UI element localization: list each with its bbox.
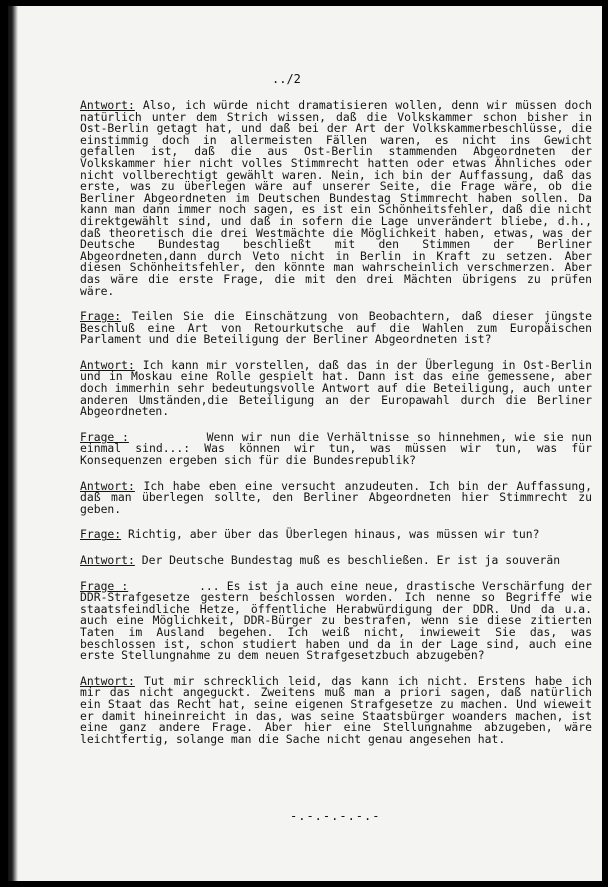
paragraph-question-2 [80,429,599,468]
paragraph-text: Ich kann mir vorstellen, daß das in der Überlegung in Ost-Berlin und in Moskau eine Rolle gespielt hat. Dann ist das eine gemessene, aber doch immerhin sehr bedeutungsvolle Antwort auf die Beteiligung, auch unter anderen Umständen,die Beteiligung an der Europawahl durch die Berliner Abgeordneten. [80,357,592,419]
speaker-label: Antwort: [80,673,135,688]
speaker-label: Antwort: [80,553,135,567]
paragraph-text: Der Deutsche Bundestag muß es beschließen. Er ist ja souverän [134,553,561,567]
paragraph-text: Tut mir schrecklich leid, das kann ich nicht. Erstens habe ich mir das nicht angeguckt. Zweitens muß man a priori sagen, daß natürlich ein Staat das Recht hat, seine eigenen Strafgesetze zu machen. Und wieweit er damit hineinreicht in das, was seine Staatsbürger woanders machen, ist eine ganz andere Frage. Aber hier eine Stellungnahme abzugeben, wäre leichtfertig, solange man die Sache nicht genau angesehen hat. [80,673,592,746]
paragraph-text: Wenn wir nun die Verhältnisse so hinnehmen, wie sie nun einmal sind...: Was können wir tun, was müssen wir tun, was für Konsequenzen ergeben sich für die Bundesrepublik? [80,429,599,468]
paragraph-text: Teilen Sie die Einschätzung von Beobachtern, daß dieser jüngste Beschluß eine Art von Retourkutsche auf die Wahlen zum Europäischen Parlament und die Beteiligung der Berliner Abgeordneten ist? [80,309,592,347]
speaker-label: Antwort: [80,98,135,112]
speaker-label: Frage : [80,429,129,444]
document-page [8,6,602,881]
speaker-label: Antwort: [80,478,135,493]
paragraph-text: ... Es ist ja auch eine neue, drastische Verschärfung der DDR-Strafgesetze gestern beschlossen worden. Ich nenne so Begriffe wie staatsfeindliche Hetze, öffentliche Herabwürdigung der DDR. Und da u.a. auch eine Möglichkeit, DDR-Bürger zu bestrafen, wenn sie diese zitierten Taten im Ausland begehen. Ich weiß nicht, inwieweit Sie das, was beschlossen ist, schon studiert haben und da in der Lage sind, auch eine erste Stellungnahme zu dem neuen Strafgesetzbuch abzugeben? [80,578,599,663]
speaker-label: Antwort: [80,357,135,372]
speaker-label: Frage : [80,578,129,593]
speaker-label: Frage: [80,527,122,542]
paragraph-answer-3 [80,478,592,516]
paragraph-answer-1 [80,100,592,297]
paragraph-answer-5 [80,673,592,746]
paragraph-text: Ich habe eben eine versucht anzudeuten. Ich bin der Auffassung, daß man überlegen sollte, den Berliner Abgeordneten hier Stimmrecht zu geben. [80,478,592,516]
paragraph-question-3 [80,529,592,541]
speaker-label: Frage: [80,309,122,324]
interview-transcript [80,98,599,759]
page-number: ../2 [272,72,301,86]
paragraph-question-1 [80,311,592,346]
end-marker: -.-.-.-.-.- [290,809,381,823]
paragraph-answer-2 [80,357,592,419]
scan-edge-shadow [8,6,18,881]
paragraph-text: Also, ich würde nicht dramatisieren wollen, denn wir müssen doch natürlich unter dem Strich wissen, daß die Volkskammer schon bisher in Ost-Berlin getagt hat, und daß bei der Art der Volkskammerbeschlüsse, die einstimmig doch in allermeisten Fällen waren, es nicht ins Gewicht gefallen ist, daß die aus Ost-Berlin stammenden Abgeordneten der Volkskammer hier nicht volles Stimmrecht hatten oder etwas Ähnliches oder nicht vollberechtigt gewählt waren. Nein, ich bin der Auffassung, daß das erste, was zu überlegen wäre auf unserer Seite, die Frage wäre, ob die Berliner Abgeordneten im Deutschen Bundestag Stimmrecht haben sollen. Da kann man dann immer noch sagen, es ist ein Schönheitsfehler, daß die nicht direktgewählt sind, und daß in sofern die Lage unverändert bliebe, d.h., daß theoretisch die drei Westmächte die Möglichkeit haben, etwas, was der Deutsche Bundestag beschließt mit den Stimmen der Berliner Abgeordneten,dann durch Veto nicht in Berlin in Kraft zu setzen. Aber diesen Schönheitsfehler, den könnte man wahrscheinlich verschmerzen. Aber das wäre die erste Frage, die mit den drei Mächten übrigens zu prüfen wäre. [80,98,592,298]
paragraph-text: Richtig, aber über das Überlegen hinaus, was müssen wir tun? [121,527,540,542]
paragraph-question-4 [80,578,599,663]
paragraph-answer-4 [80,555,592,567]
